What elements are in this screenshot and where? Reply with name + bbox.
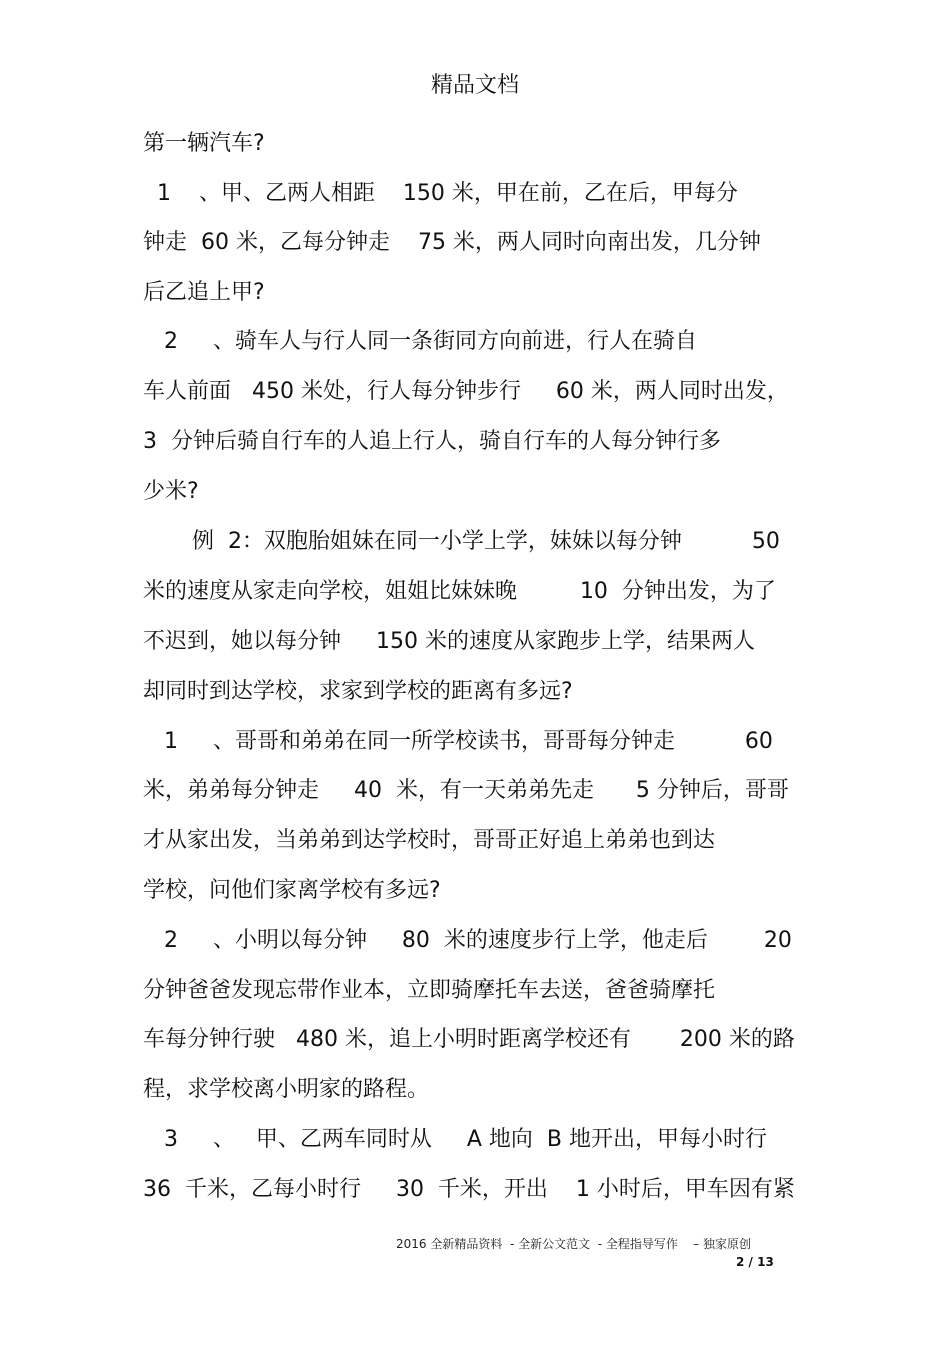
text-line: 少米? — [143, 479, 199, 504]
text-line: 3 分钟后骑自行车的人追上行人，骑自行车的人每分钟行多 — [143, 429, 721, 454]
text-line: 36 千米，乙每小时行 30 千米，开出 1 小时后，甲车因有紧 — [143, 1177, 795, 1202]
text-line: 车每分钟行驶 480 米，追上小明时距离学校还有 200 米的路 — [143, 1027, 795, 1052]
text-line: 米，弟弟每分钟走 40 米，有一天弟弟先走 5 分钟后，哥哥 — [143, 778, 789, 803]
text-line: 1 、哥哥和弟弟在同一所学校读书，哥哥每分钟走 60 — [143, 729, 773, 754]
page-number: 2 / 13 — [736, 1255, 774, 1269]
text-line: 1 、甲、乙两人相距 150 米，甲在前，乙在后，甲每分 — [143, 181, 738, 206]
text-line: 不迟到，她以每分钟 150 米的速度从家跑步上学，结果两人 — [143, 629, 755, 654]
text-line: 米的速度从家走向学校，姐姐比妹妹晚 10 分钟出发，为了 — [143, 579, 776, 604]
text-line: 第一辆汽车? — [143, 131, 265, 156]
text-line: 分钟爸爸发现忘带作业本，立即骑摩托车去送，爸爸骑摩托 — [143, 978, 716, 1003]
text-line: 3 、 甲、乙两车同时从 A 地向 B 地开出，甲每小时行 — [143, 1127, 768, 1152]
text-line: 2 、骑车人与行人同一条街同方向前进，行人在骑自 — [143, 329, 697, 354]
text-line: 2 、小明以每分钟 80 米的速度步行上学，他走后 20 — [143, 928, 792, 953]
text-line: 车人前面 450 米处，行人每分钟步行 60 米，两人同时出发， — [143, 379, 789, 404]
text-line: 却同时到达学校，求家到学校的距离有多远? — [143, 679, 573, 704]
page-header-title: 精品文档 — [430, 73, 519, 98]
text-line: 后乙追上甲? — [143, 280, 265, 305]
text-line: 例 2：双胞胎姐妹在同一小学上学，妹妹以每分钟 50 — [143, 529, 780, 554]
text-line: 钟走 60 米，乙每分钟走 75 米，两人同时向南出发，几分钟 — [143, 230, 761, 255]
footer-text: 2016 全新精品资料 - 全新公文范文 - 全程指导写作 – 独家原创 — [396, 1237, 751, 1251]
text-line: 才从家出发，当弟弟到达学校时，哥哥正好追上弟弟也到达 — [143, 828, 716, 853]
text-line: 程，求学校离小明家的路程。 — [143, 1077, 430, 1102]
text-line: 学校，问他们家离学校有多远? — [143, 878, 441, 903]
